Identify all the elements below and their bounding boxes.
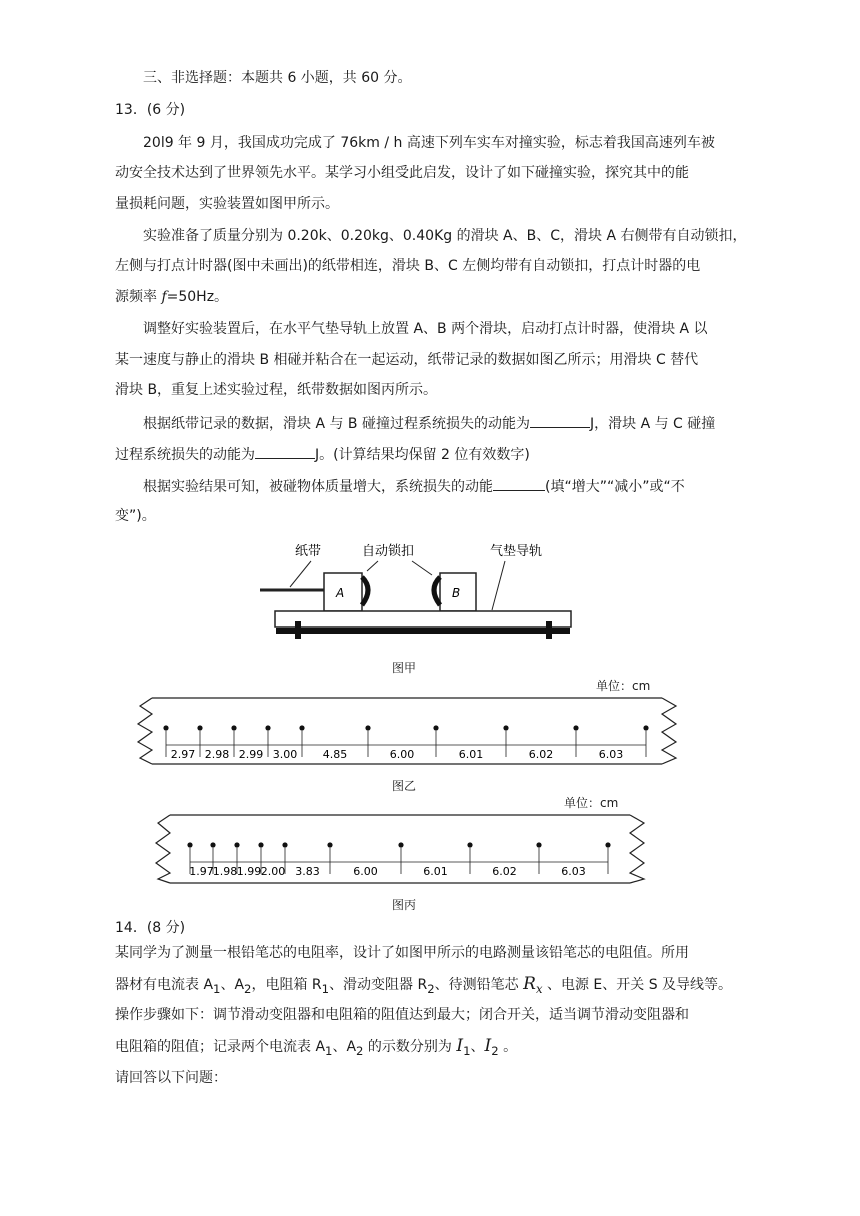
q14-l2-a: 器材有电流表 A <box>115 977 214 993</box>
answer-blank-1[interactable] <box>530 413 590 428</box>
q13-paragraph-3-line-3: 滑块 B，重复上述实验过程，纸带数据如图丙所示。 <box>115 382 438 398</box>
tape-bing-dot <box>467 842 472 847</box>
q14-l2-e: 、待测铅笔芯 <box>434 977 524 993</box>
rx-subscript: x <box>535 981 543 996</box>
i2-subscript: 2 <box>491 1043 499 1058</box>
tape-yi-dot <box>265 725 270 730</box>
section-header: 三、非选择题：本题共 6 小题，共 60 分。 <box>143 70 412 86</box>
tape-bing-dot <box>258 842 263 847</box>
tape-yi-dot <box>433 725 438 730</box>
tape-yi-marks <box>163 725 648 761</box>
tape-bing-marks <box>187 842 610 878</box>
q13-paragraph-1-line-3: 量损耗问题，实验装置如图甲所示。 <box>115 196 339 212</box>
q14-l4-a: 电阻箱的阻值；记录两个电流表 A <box>115 1039 326 1055</box>
tape-bing-segment-label: 1.99 <box>236 865 262 878</box>
tape-yi-dot <box>299 725 304 730</box>
q13-paragraph-5-line-2: 变”)。 <box>115 508 156 524</box>
question-14-number: 14．(8 分) <box>115 920 186 936</box>
tape-bing-segment-label: 6.02 <box>492 865 517 878</box>
label-tape: 纸带 <box>295 544 322 559</box>
q13-paragraph-1-line-1: 20l9 年 9 月，我国成功完成了 76km / h 高速下列车实车对撞实验，标志着我国高速列车被 <box>143 135 715 151</box>
question-13-number: 13．(6 分) <box>115 102 186 118</box>
q13-p4-text-a: 根据纸带记录的数据，滑块 A 与 B 碰撞过程系统损失的动能为 <box>143 416 530 432</box>
figure-bing-tape <box>0 807 860 897</box>
tape-yi-segment-label: 6.02 <box>528 748 554 761</box>
tape-yi-segment-label: 6.00 <box>389 748 415 761</box>
q13-paragraph-2-line-3 <box>115 287 228 307</box>
q13-paragraph-4-line-2 <box>115 444 530 465</box>
tape-bing-dot <box>327 842 332 847</box>
q14-l2-sub2: 2 <box>244 981 252 996</box>
q14-l2-f: 、电源 E、开关 S 及导线等。 <box>542 977 733 993</box>
q14-l2-sub4: 2 <box>427 981 435 996</box>
block-a-label: A <box>336 586 345 600</box>
tape-bing-segment-label: 2.00 <box>260 865 286 878</box>
tape-bing-segment-label: 6.03 <box>561 865 586 878</box>
tape-yi-segment-label: 6.03 <box>598 748 624 761</box>
answer-blank-3[interactable] <box>493 476 545 491</box>
freq-text-pre: 源频率 <box>115 289 162 305</box>
tape-yi-dot <box>573 725 578 730</box>
tape-yi-dot <box>231 725 236 730</box>
block-b-label: B <box>452 586 461 600</box>
block-b <box>434 573 476 611</box>
q13-paragraph-1-line-2: 动安全技术达到了世界领先水平。某学习小组受此启发，设计了如下碰撞实验，探究其中的能 <box>115 165 689 181</box>
tape-bing-dot <box>187 842 192 847</box>
q13-p4-text-d: J。(计算结果均保留 2 位有效数字) <box>315 447 530 463</box>
tape-bing-dot <box>536 842 541 847</box>
q14-line-3: 操作步骤如下：调节滑动变阻器和电阻箱的阻值达到最大；闭合开关，适当调节滑动变阻器和 <box>115 1007 689 1023</box>
tape-bing-segment-label: 6.01 <box>423 865 448 878</box>
q14-l2-sub3: 1 <box>321 981 330 996</box>
freq-text-post: =50Hz。 <box>166 289 229 305</box>
q13-paragraph-2-line-2: 左侧与打点计时器(图中未画出)的纸带相连，滑块 B、C 左侧均带有自动锁扣，打点计时器的电 <box>115 258 701 274</box>
q13-paragraph-5-line-1 <box>143 476 685 497</box>
q14-l4-sub2: 2 <box>356 1043 364 1058</box>
figure-yi-caption: 图乙 <box>391 779 416 793</box>
figure-jia-apparatus <box>0 535 860 675</box>
q14-l4-end: 。 <box>498 1039 518 1055</box>
tape-bing-segment-label: 3.83 <box>295 865 320 878</box>
q13-paragraph-4-line-1 <box>143 413 715 434</box>
q14-line-2 <box>115 974 732 999</box>
q14-l2-sub1: 1 <box>213 981 221 996</box>
q14-l4-sep: 、 <box>470 1039 485 1055</box>
i1-subscript: 1 <box>463 1043 471 1058</box>
q14-l4-b: 、A <box>332 1039 357 1055</box>
q14-l2-d: 、滑动变阻器 R <box>329 977 428 993</box>
tape-bing-dot <box>398 842 403 847</box>
i1-symbol: I <box>456 1036 464 1056</box>
q13-p4-text-c: 过程系统损失的动能为 <box>115 447 255 463</box>
air-rail <box>275 611 571 627</box>
q14-line-1: 某同学为了测量一根铅笔芯的电阻率，设计了如图甲所示的电路测量该铅笔芯的电阻值。所用 <box>115 945 689 961</box>
q13-p4-text-b: J，滑块 A 与 C 碰撞 <box>589 416 716 432</box>
i2-symbol: I <box>484 1036 492 1056</box>
tape-yi-segment-label: 4.85 <box>322 748 348 761</box>
q14-line-4 <box>115 1036 517 1061</box>
figure-bing-unit: 单位：cm <box>564 796 619 810</box>
freq-symbol: f <box>161 289 167 305</box>
q13-paragraph-3-line-2: 某一速度与静止的滑块 B 相碰并粘合在一起运动，纸带记录的数据如图乙所示；用滑块 C 替代 <box>115 352 699 368</box>
figure-jia-caption: 图甲 <box>391 661 416 675</box>
label-air-rail: 气垫导轨 <box>490 544 543 559</box>
tape-bing-dot <box>282 842 287 847</box>
answer-blank-2[interactable] <box>255 444 315 459</box>
q14-l4-sub1: 1 <box>325 1043 333 1058</box>
q14-line-5: 请回答以下问题： <box>115 1070 227 1086</box>
tape-yi-segment-label: 3.00 <box>272 748 298 761</box>
tape-yi-dot <box>365 725 370 730</box>
tape-yi-dot <box>503 725 508 730</box>
tape-bing-segment-label: 6.00 <box>353 865 378 878</box>
tape-yi-dot <box>163 725 168 730</box>
tape-bing-segment-label: 1.98 <box>212 865 238 878</box>
q13-paragraph-3-line-1: 调整好实验装置后，在水平气垫导轨上放置 A、B 两个滑块，启动打点计时器，使滑块 A 以 <box>143 321 708 337</box>
block-a <box>324 573 368 611</box>
figure-yi-unit: 单位：cm <box>596 679 651 693</box>
q14-l2-c: ，电阻箱 R <box>251 977 322 993</box>
figure-bing-caption: 图丙 <box>391 898 416 912</box>
q14-l2-b: 、A <box>220 977 245 993</box>
tape-yi-dot <box>643 725 648 730</box>
tape-bing-dot <box>234 842 239 847</box>
q13-p5-text-a: 根据实验结果可知，被碰物体质量增大，系统损失的动能 <box>143 479 493 495</box>
label-auto-lock: 自动锁扣 <box>362 544 415 559</box>
figure-yi-tape <box>0 690 860 780</box>
tape-yi-segment-label: 6.01 <box>458 748 484 761</box>
q13-p5-text-b: (填“增大”“减小”或“不 <box>545 479 685 495</box>
tape-yi-dot <box>197 725 202 730</box>
tape-yi-segment-label: 2.98 <box>204 748 230 761</box>
rx-symbol: R <box>523 974 536 994</box>
q14-l4-c: 的示数分别为 <box>363 1039 457 1055</box>
q13-paragraph-2-line-1: 实验准备了质量分别为 0.20k、0.20kg、0.40Kg 的滑块 A、B、C，滑块 A 右侧带有自动锁扣， <box>143 228 747 244</box>
tape-yi-segment-label: 2.99 <box>238 748 264 761</box>
tape-bing-dot <box>210 842 215 847</box>
tape-bing-segment-label: 1.97 <box>189 865 214 878</box>
tape-bing-dot <box>605 842 610 847</box>
tape-yi-segment-label: 2.97 <box>170 748 196 761</box>
